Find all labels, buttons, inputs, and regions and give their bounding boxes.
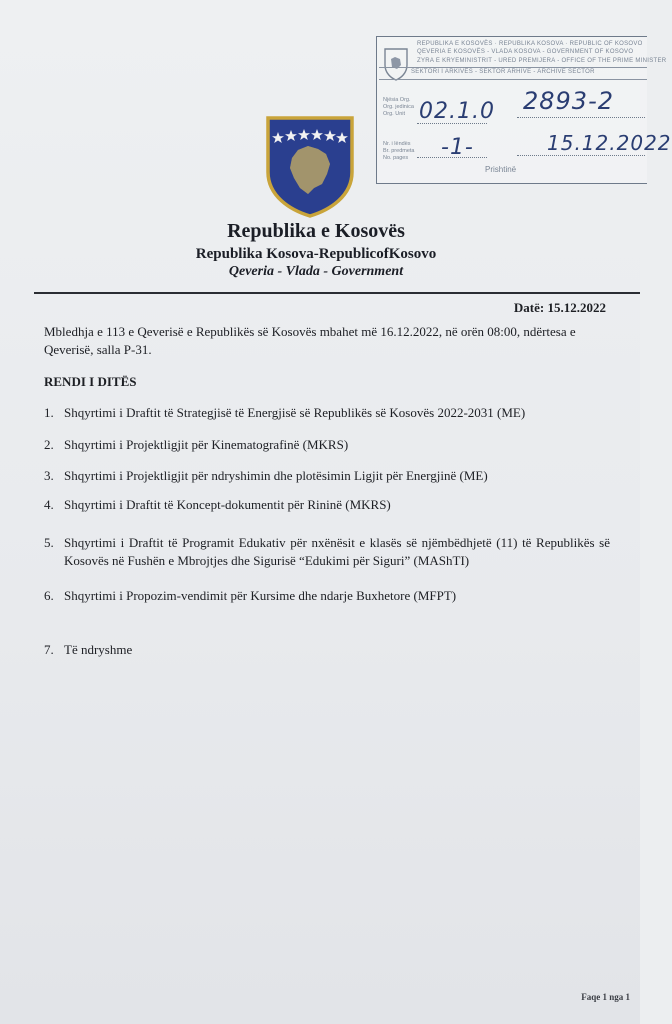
stamp-field-line bbox=[517, 155, 645, 156]
stamp-line-4: SEKTORI I ARKIVËS - SEKTOR ARHIVE - ARCHIVE SECTOR bbox=[411, 69, 595, 75]
agenda-item-number: 4. bbox=[44, 497, 54, 512]
stamp-divider bbox=[379, 67, 647, 68]
stamp-emblem-icon bbox=[383, 47, 409, 81]
page-number: Faqe 1 nga 1 bbox=[581, 992, 630, 1002]
agenda-item bbox=[44, 587, 610, 605]
agenda-item bbox=[44, 404, 610, 422]
government-line: Qeveria - Vlada - Government bbox=[228, 264, 404, 279]
agenda-item-text: Shqyrtimi i Draftit të Strategjisë të Energjisë së Republikës së Kosovës 2022-2031 (ME) bbox=[64, 405, 526, 420]
agenda-item bbox=[44, 467, 610, 485]
document-date: Datë: 15.12.2022 bbox=[513, 300, 606, 315]
stamp-label-line: Org. Unit bbox=[383, 111, 406, 117]
agenda-item bbox=[44, 496, 610, 514]
agenda-item-number: 3. bbox=[44, 468, 54, 483]
republic-subtitle: Republika Kosova-RepublicofKosovo bbox=[195, 246, 437, 262]
agenda-item-text: Shqyrtimi i Propozim-vendimit për Kursime dhe ndarje Buxhetore (MFPT) bbox=[64, 588, 457, 603]
stamp-line-3: ZYRA E KRYEMINISTRIT - URED PREMIJERA - OFFICE OF THE PRIME MINISTER bbox=[417, 58, 667, 64]
stamp-label-line: Br. predmeta bbox=[383, 148, 415, 154]
stamp-field-line bbox=[417, 123, 487, 124]
republic-title: Republika e Kosovës bbox=[227, 220, 405, 242]
agenda-item-text: Shqyrtimi i Projektligjit për ndryshimin dhe plotësimin Ligjit për Energjinë (ME) bbox=[64, 468, 488, 483]
stamp-field-line bbox=[417, 157, 487, 158]
kosovo-coat-of-arms-icon bbox=[264, 114, 356, 218]
stamp-pages: -1- bbox=[441, 135, 474, 160]
stamp-label-org bbox=[383, 97, 414, 118]
stamp-divider bbox=[379, 79, 647, 80]
stamp-label-line: No. pages bbox=[383, 155, 409, 161]
meeting-intro: Mbledhja e 113 e Qeverisë e Republikës së Kosovës mbahet më 16.12.2022, në orën 08:00, ndërtesa e Qeverisë, salla P-31. bbox=[44, 324, 576, 357]
stamp-line-1: REPUBLIKA E KOSOVËS · REPUBLIKA KOSOVA · REPUBLIC OF KOSOVO bbox=[417, 41, 643, 47]
agenda-item-text: Shqyrtimi i Draftit të Programit Edukativ për nxënësit e klasës së njëmbëdhjetë (11) të Republikës së Kosovës në Fushën e Mbrojtjes dhe Sigurisë “Edukimi për Siguri” (MAShTI) bbox=[64, 535, 610, 568]
agenda-item-number: 6. bbox=[44, 588, 54, 603]
stamp-label-nr bbox=[383, 141, 415, 162]
stamp-case-number: 2893-2 bbox=[523, 87, 615, 115]
agenda-item-text: Të ndryshme bbox=[64, 642, 133, 657]
stamp-org-unit: 02.1.0 bbox=[419, 99, 495, 124]
stamp-label-line: Nr. i lëndës bbox=[383, 141, 411, 147]
agenda-item-number: 7. bbox=[44, 642, 54, 657]
archive-stamp bbox=[376, 36, 672, 184]
agenda-item bbox=[44, 641, 610, 659]
stamp-line-2: QEVERIA E KOSOVËS - VLADA KOSOVA - GOVERNMENT OF KOSOVO bbox=[417, 49, 634, 55]
agenda-item bbox=[44, 534, 610, 570]
stamp-field-line bbox=[517, 117, 645, 118]
stamp-label-line: Njësia Org. bbox=[383, 97, 411, 103]
agenda-item bbox=[44, 436, 610, 454]
header-divider bbox=[34, 292, 640, 294]
stamp-label-line: Org. jedinica bbox=[383, 104, 414, 110]
agenda-item-text: Shqyrtimi i Projektligjit për Kinematografinë (MKRS) bbox=[64, 437, 349, 452]
stamp-date: 15.12.2022 bbox=[547, 131, 672, 155]
agenda-item-number: 2. bbox=[44, 437, 54, 452]
agenda-item-text: Shqyrtimi i Draftit të Koncept-dokumentit për Rininë (MKRS) bbox=[64, 497, 391, 512]
agenda-item-number: 5. bbox=[44, 535, 54, 550]
agenda-title: RENDI I DITËS bbox=[44, 374, 137, 389]
agenda-item-number: 1. bbox=[44, 405, 54, 420]
stamp-city: Prishtinë bbox=[485, 165, 517, 174]
